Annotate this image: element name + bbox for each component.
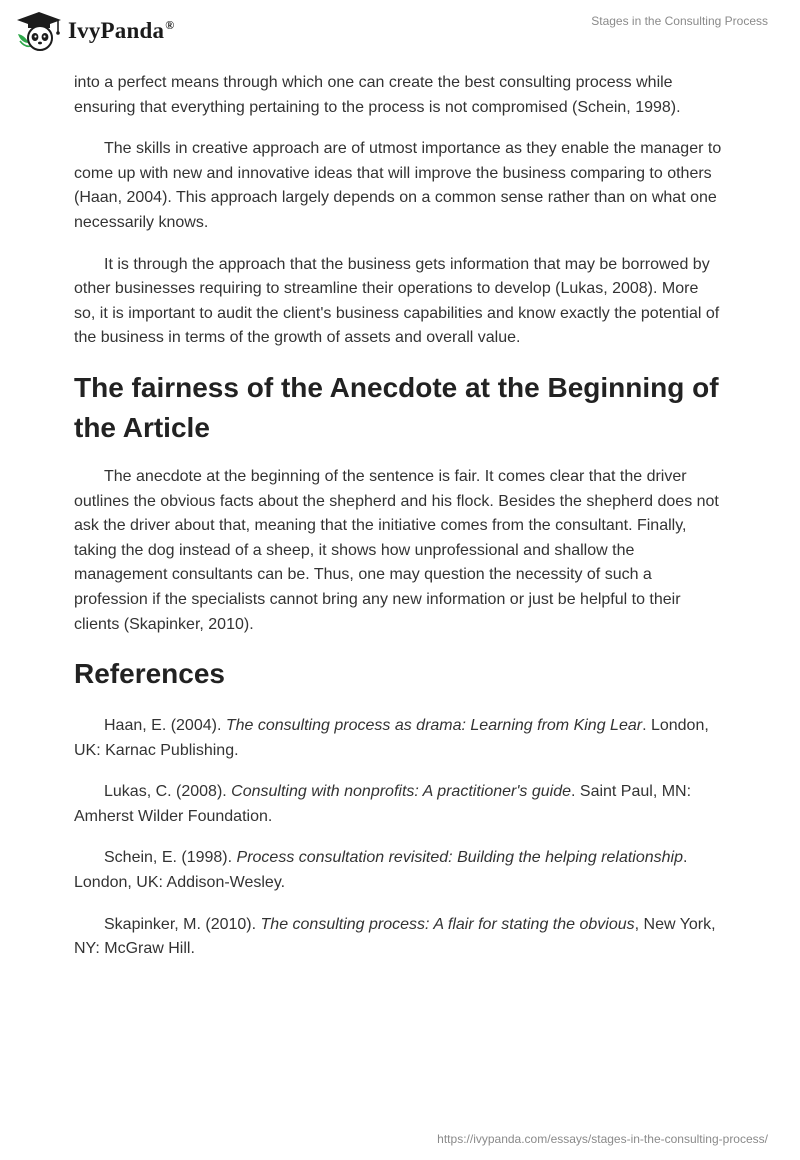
paragraph: The anecdote at the beginning of the sentence is fair. It comes clear that the driver outlines the obvious facts about the shepherd and his flock. Besides the shepherd does not ask the driver about that, meaning that the initiative comes from the consultant. Finally, taking the dog instead of a sheep, it shows how unprofessional and shallow the management consultants can be. Thus, one may question the necessity of such a profession if the specialists cannot bring any new information or just be helpful to their clients (Skapinker, 2010). <box>74 467 719 633</box>
essay-body <box>74 71 722 979</box>
ivypanda-logo[interactable] <box>14 10 174 52</box>
reference-title: The consulting process as drama: Learning from King Lear <box>225 717 643 735</box>
reference-item: Schein, E. (1998). Process consultation revisited: Building the helping relationship. London, UK: Addison-Wesley. <box>74 849 688 892</box>
reference-title: The consulting process: A flair for stating the obvious <box>260 915 635 933</box>
document-title: Stages in the Consulting Process <box>591 14 768 28</box>
paragraph: It is through the approach that the business gets information that may be borrowed by other businesses requiring to streamline their operations to develop (Lukas, 2008). More so, it is important to audit the client's business capabilities and know exactly the potential of the business in terms of the growth of assets and overall value. <box>74 255 720 347</box>
references-heading: References <box>74 658 225 690</box>
panda-graduate-icon <box>14 10 64 52</box>
reference-title: Consulting with nonprofits: A practitioner's guide <box>231 783 571 801</box>
page-header <box>0 0 800 70</box>
source-url[interactable]: https://ivypanda.com/essays/stages-in-the-consulting-process/ <box>437 1132 768 1146</box>
paragraph: The skills in creative approach are of utmost importance as they enable the manager to come up with new and innovative ideas that will improve the business comparing to others (Haan, 2004). This approach largely depends on a common sense rather than on what one necessarily knows. <box>74 140 722 231</box>
reference-item: Haan, E. (2004). The consulting process as drama: Learning from King Lear. London, UK: Karnac Publishing. <box>74 717 709 759</box>
reference-item: Skapinker, M. (2010). The consulting process: A flair for stating the obvious, New York, NY: McGraw Hill. <box>74 915 716 958</box>
reference-title: Process consultation revisited: Building the helping relationship <box>236 849 683 867</box>
paragraph: into a perfect means through which one can create the best consulting process while ensuring that everything pertaining to the process is not compromised (Schein, 1998). <box>74 74 681 116</box>
section-heading: The fairness of the Anecdote at the Beginning of the Article <box>74 371 719 443</box>
brand-name: IvyPanda® <box>68 18 175 43</box>
reference-item: Lukas, C. (2008). Consulting with nonprofits: A practitioner's guide. Saint Paul, MN: Amherst Wilder Foundation. <box>74 783 692 825</box>
